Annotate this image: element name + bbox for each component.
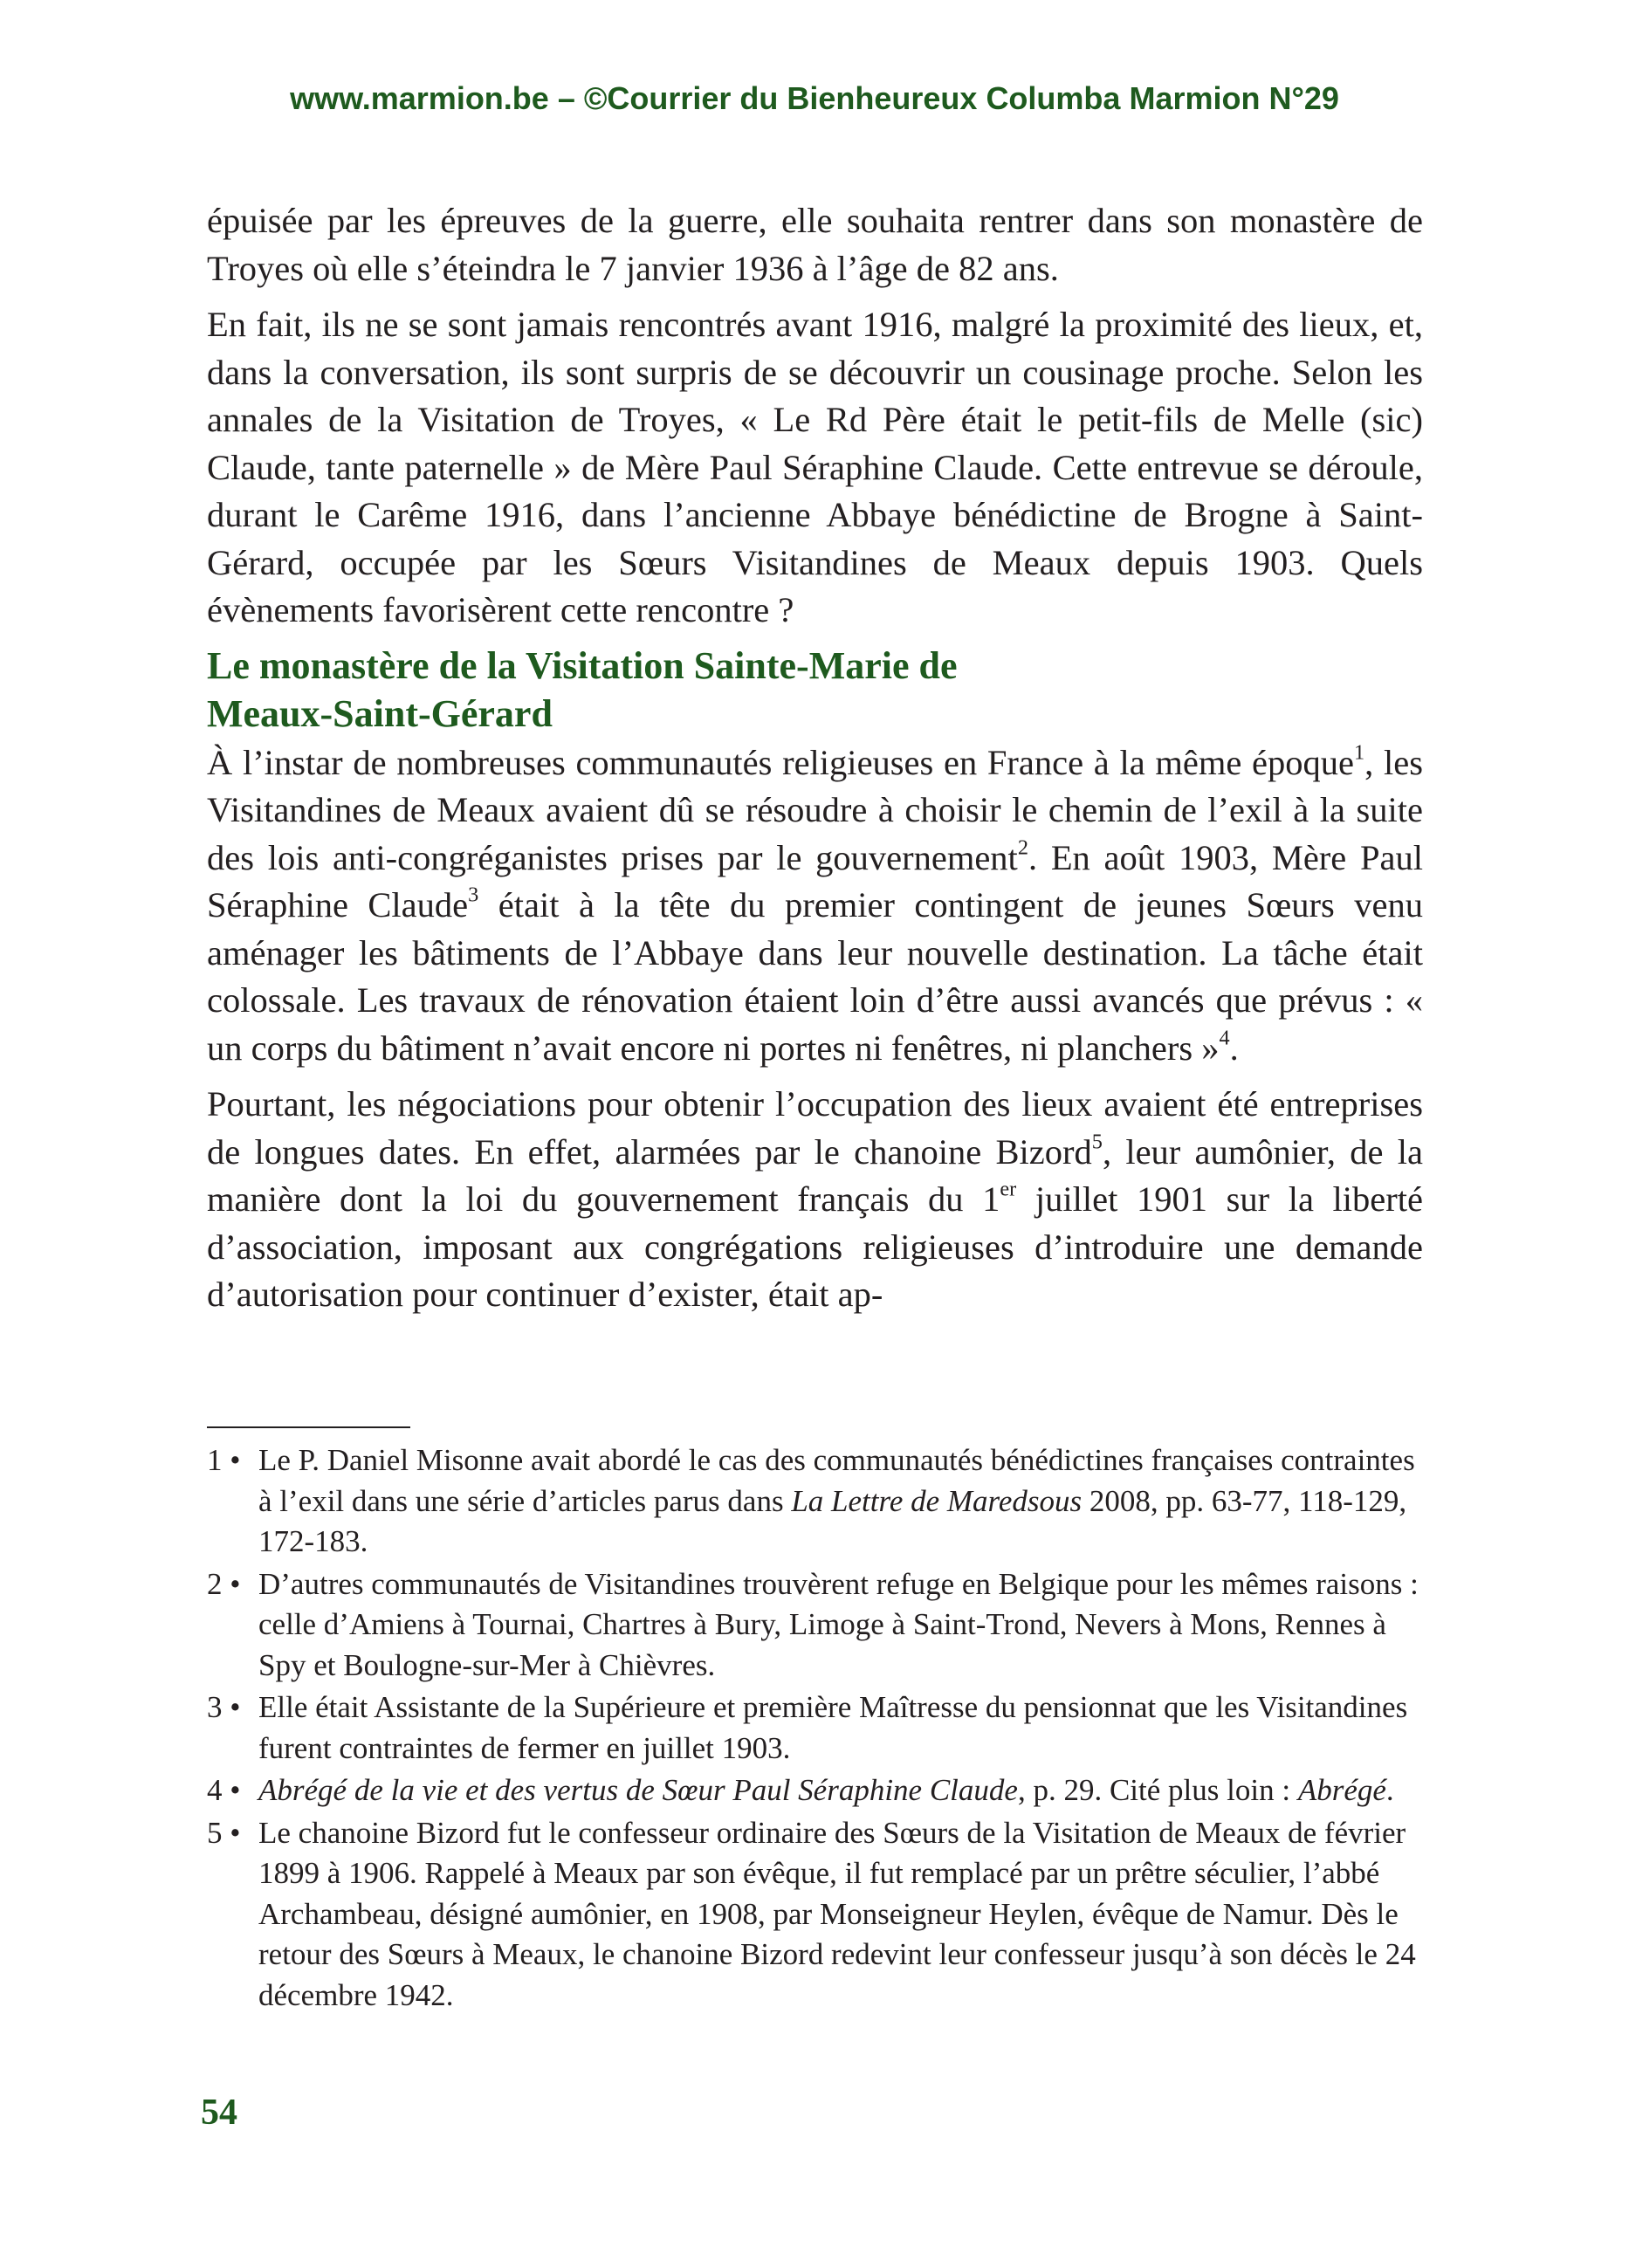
section-heading-line-1: Le monastère de la Visitation Sainte-Marie de [207,643,958,687]
paragraph-3-part-b: , les Visitandines de Meaux avaient dû se résoudre à choisir le chemin de l’exil à la suite des lois anti-congréganistes prises par le gouvernement [207,742,1423,877]
footnote-4-title: Abrégé de la vie et des vertus de Sœur Paul Séraphine Claude [258,1773,1018,1807]
body-text [207,197,1423,1319]
paragraph-4-part-b: , leur aumônier, de la manière dont la loi du gouvernement français du 1 [207,1131,1423,1219]
footnote-ref-4: 4 [1219,1026,1230,1050]
ordinal-superscript: er [1000,1177,1017,1201]
footnote-text: Elle était Assistante de la Supérieure et première Maîtresse du pensionnat que les Visitandines furent contraintes de fermer en juillet 1903. [258,1690,1408,1765]
paragraph-3-part-d: était à la tête du premier contingent de jeunes Sœurs venu aménager les bâtiments de l’Abbaye dans leur nouvelle destination. La tâche était colossale. Les travaux de rénovation étaient loin d’être aussi avancés que prévus : « un corps du bâtiment n’avait encore ni portes ni fenêtres, ni planchers » [207,885,1423,1068]
paragraph-3-part-a: À l’instar de nombreuses communautés religieuses en France à la même époque [207,742,1355,782]
footnote-1-title: La Lettre de Maredsous [791,1483,1083,1518]
footnote-marker: 3 • [207,1690,241,1724]
paragraph-1: épuisée par les épreuves de la guerre, elle souhaita rentrer dans son monastère de Troyes où elle s’éteindra le 7 janvier 1936 à l’âge de 82 ans. [207,201,1423,288]
section-heading [207,642,1423,738]
paragraph-3-part-e: . [1229,1027,1239,1068]
footnote-ref-5: 5 [1091,1130,1103,1154]
footnote-5 [207,1813,1423,2017]
footnote-marker: 2 • [207,1566,241,1601]
footnote-marker: 4 • [207,1773,241,1807]
paragraph-4 [207,1081,1423,1319]
footnote-text [258,1770,1423,1811]
footnote-1 [207,1440,1423,1563]
footnote-ref-1: 1 [1354,740,1365,765]
footnote-marker: 1 • [207,1443,241,1477]
section-heading-line-2: Meaux-Saint-Gérard [207,691,553,735]
paragraph-3 [207,739,1423,1073]
footnote-3 [207,1687,1423,1769]
footnote-4-part-b: . [1385,1773,1394,1807]
footnote-text: Le chanoine Bizord fut le confesseur ordinaire des Sœurs de la Visitation de Meaux de février 1899 à 1906. Rappelé à Meaux par son évêque, il fut remplacé par un prêtre séculier, l’abbé Archambeau, désigné aumônier, en 1908, par Monseigneur Heylen, évêque de Namur. Dès le retour des Sœurs à Meaux, le chanoine Bizord redevint leur confesseur jusqu’à son décès le 24 décembre 1942. [258,1815,1416,2012]
footnote-separator [207,1426,410,1428]
footnote-2 [207,1564,1423,1687]
footnote-text [258,1440,1423,1563]
paragraph-2: En fait, ils ne se sont jamais rencontrés avant 1916, malgré la proximité des lieux, et, dans la conversation, ils sont surpris de se découvrir un cousinage proche. Selon les annales de la Visitation de Troyes, « Le Rd Père était le petit-fils de Melle (sic) Claude, tante paternelle » de Mère Paul Séraphine Claude. Cette entrevue se déroule, durant le Carême 1916, dans l’ancienne Abbaye bénédictine de Brogne à Saint-Gérard, occupée par les Sœurs Visitandines de Meaux depuis 1903. Quels évènements favorisèrent cette rencontre ? [207,305,1423,629]
running-header: www.marmion.be – ©Courrier du Bienheureux Columba Marmion N°29 [290,80,1339,116]
page-number: 54 [201,2093,237,2133]
footnote-4-short-title: Abrégé [1297,1773,1386,1807]
footnote-text: D’autres communautés de Visitandines trouvèrent refuge en Belgique pour les mêmes raisons : celle d’Amiens à Tournai, Chartres à Bury, Limoge à Saint-Trond, Nevers à Mons, Rennes à Spy et Boulogne-sur-Mer à Chièvres. [258,1566,1419,1682]
footnote-marker: 5 • [207,1815,241,1850]
paragraph-3-part-c: . En août 1903, Mère Paul Séraphine Claude [207,837,1423,924]
footnotes [207,1440,1423,2017]
footnote-ref-2: 2 [1017,835,1028,860]
footnote-4-part-a: , p. 29. Cité plus loin : [1017,1773,1298,1807]
paragraph-4-part-a: Pourtant, les négociations pour obtenir l’occupation des lieux avaient été entreprises de longues dates. En effet, alarmées par le chanoine Bizord [207,1084,1423,1172]
footnote-4 [207,1770,1423,1811]
footnote-ref-3: 3 [468,883,479,907]
paragraph-4-part-c: juillet 1901 sur la liberté d’association, imposant aux congrégations religieuses d’introduire une demande d’autorisation pour continuer d’exister, était ap- [207,1179,1423,1314]
footnote-1-part-b: 2008, pp. 63-77, 118-129, 172-183. [258,1483,1407,1558]
footnote-1-part-a: Le P. Daniel Misonne avait abordé le cas des communautés bénédictines françaises contraintes à l’exil dans une série d’articles parus dans [258,1443,1415,1518]
